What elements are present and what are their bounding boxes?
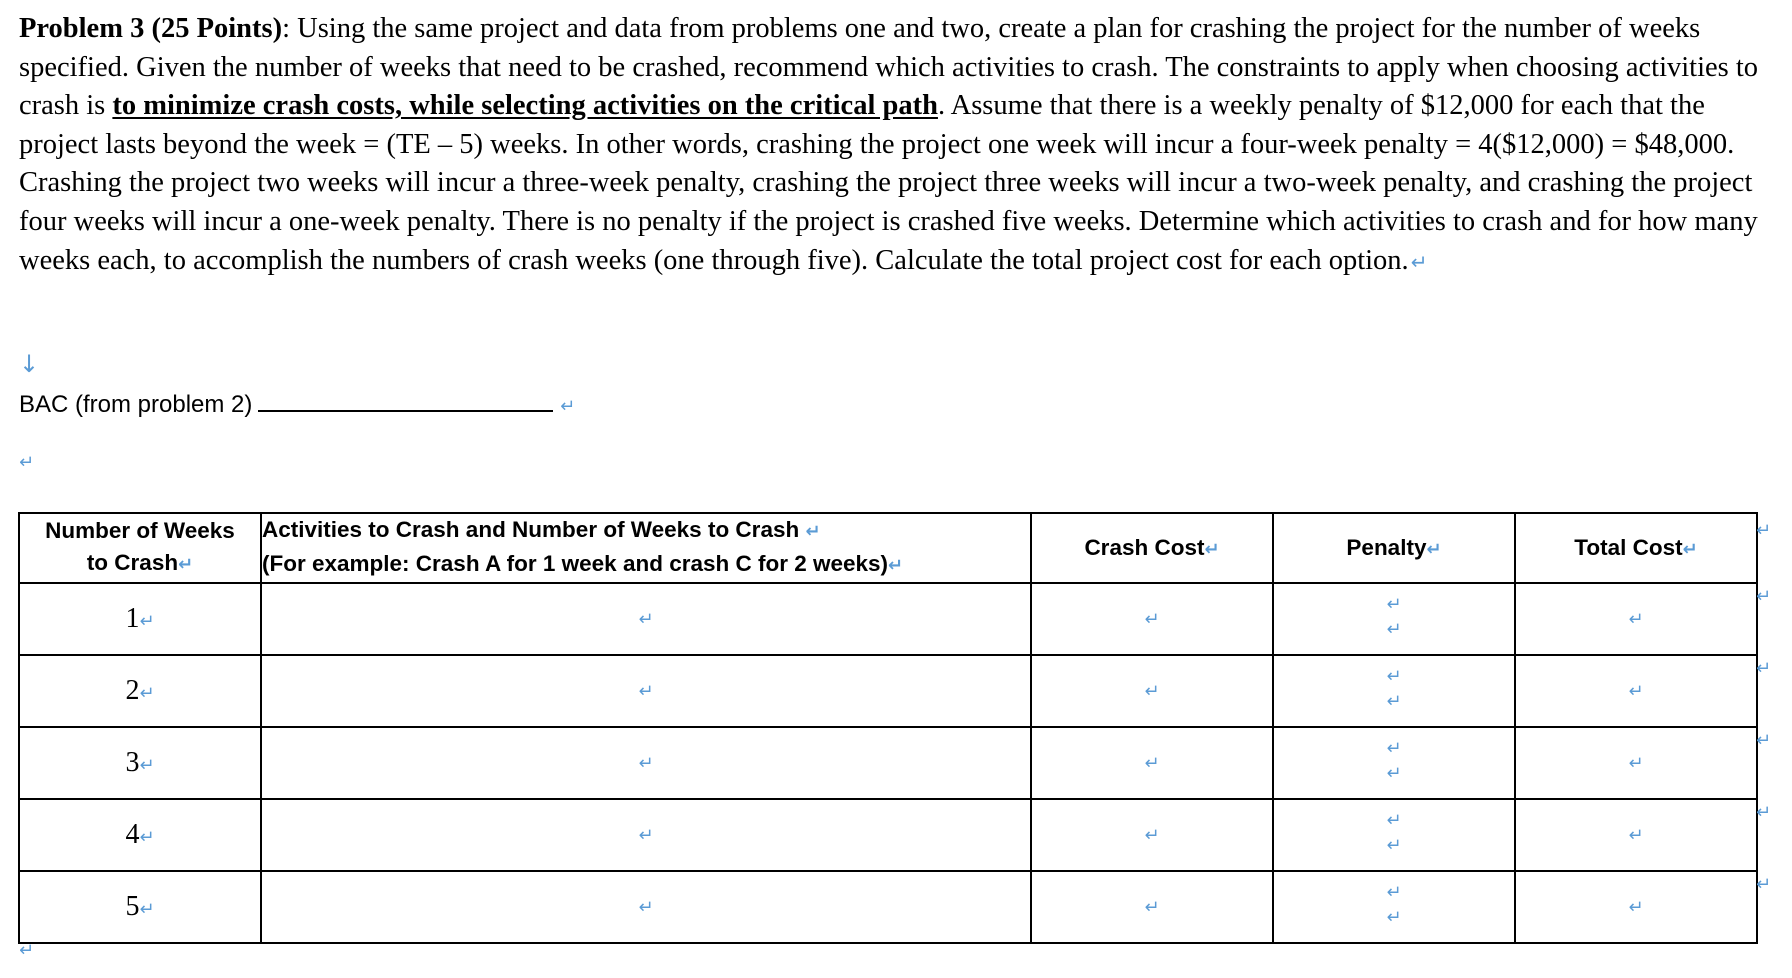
paragraph-mark-icon: ↵: [1386, 810, 1402, 831]
down-arrow-icon: ↓: [19, 350, 40, 378]
activities-cell[interactable]: [261, 799, 1031, 871]
header-weeks: [19, 513, 261, 583]
paragraph-mark-icon: ↵: [1628, 896, 1644, 918]
header-activities-line2: (For example: Crash A for 1 week and crash C for 2 weeks): [262, 551, 889, 576]
header-total-cost-label: Total Cost: [1574, 535, 1683, 560]
paragraph-mark-icon: ↵: [1386, 738, 1402, 759]
penalty-cell[interactable]: [1273, 727, 1515, 799]
paragraph-mark-icon: ↵: [1204, 539, 1220, 560]
crash-cost-cell[interactable]: [1031, 655, 1273, 727]
problem-text-b: . Assume that there is a weekly penalty of $12,000 for each that the project lasts beyond the week = (TE – 5) weeks. In other words, crashing the project one week will incur a four-week penalty = 4($12,000) = $48,000. Crashing the project two weeks will incur a three-week penalty, crashing the project three weeks will incur a two-week penalty, and crashing the project four weeks will incur a one-week penalty. There is no penalty if the project is crashed five weeks. Determine which activities to crash and for how many weeks each, to accomplish the numbers of crash weeks (one through five). Calculate the total project cost for each option.: [19, 90, 1758, 276]
paragraph-mark-icon: ↵: [805, 521, 821, 542]
activities-cell[interactable]: [261, 727, 1031, 799]
paragraph-mark-icon: ↵: [1756, 658, 1772, 679]
paragraph-mark-icon: ↵: [19, 940, 35, 961]
paragraph-mark-icon: ↵: [1144, 608, 1160, 630]
header-activities: [261, 513, 1031, 583]
activities-cell[interactable]: [261, 655, 1031, 727]
weeks-value: 5: [125, 891, 140, 922]
paragraph-mark-icon: ↵: [1386, 691, 1402, 712]
penalty-cell[interactable]: [1273, 583, 1515, 655]
activities-cell[interactable]: [261, 871, 1031, 943]
table-row: [19, 799, 1757, 871]
paragraph-mark-icon: ↵: [1628, 608, 1644, 630]
paragraph-mark-icon: ↵: [1756, 520, 1772, 541]
paragraph-mark-icon: ↵: [1386, 619, 1402, 640]
header-crash-cost-label: Crash Cost: [1084, 535, 1205, 560]
paragraph-mark-icon: ↵: [1426, 539, 1442, 560]
paragraph-mark-icon: ↵: [139, 827, 155, 848]
paragraph-mark-icon: ↵: [1144, 896, 1160, 918]
weeks-value: 2: [125, 675, 140, 706]
paragraph-mark-icon: ↵: [1410, 249, 1428, 274]
paragraph-mark-icon: ↵: [1144, 752, 1160, 774]
bac-label: BAC (from problem 2): [19, 391, 253, 418]
header-activities-line1: Activities to Crash and Number of Weeks to Crash: [262, 517, 800, 542]
paragraph-mark-icon: ↵: [139, 611, 155, 632]
penalty-cell[interactable]: [1273, 655, 1515, 727]
header-weeks-line2: to Crash: [86, 550, 179, 575]
table-row: [19, 583, 1757, 655]
paragraph-mark-icon: ↵: [1756, 802, 1772, 823]
paragraph-mark-icon: ↵: [1756, 586, 1772, 607]
paragraph-mark-icon: ↵: [1386, 835, 1402, 856]
header-crash-cost: [1031, 513, 1273, 583]
weeks-cell: [19, 727, 261, 799]
weeks-cell: [19, 799, 261, 871]
penalty-cell[interactable]: [1273, 871, 1515, 943]
weeks-value: 1: [125, 603, 140, 634]
table-row: [19, 655, 1757, 727]
penalty-cell[interactable]: [1273, 799, 1515, 871]
paragraph-mark-icon: ↵: [1628, 824, 1644, 846]
crash-cost-cell[interactable]: [1031, 799, 1273, 871]
paragraph-mark-icon: ↵: [1386, 666, 1402, 687]
paragraph-mark-icon: ↵: [1386, 594, 1402, 615]
bac-blank[interactable]: [258, 388, 553, 412]
paragraph-mark-icon: ↵: [1756, 874, 1772, 895]
weeks-value: 4: [125, 819, 140, 850]
paragraph-mark-icon: ↵: [1386, 907, 1402, 928]
crash-cost-cell[interactable]: [1031, 727, 1273, 799]
weeks-value: 3: [125, 747, 140, 778]
paragraph-mark-icon: ↵: [560, 396, 576, 417]
paragraph-mark-icon: ↵: [1628, 680, 1644, 702]
header-weeks-line1: Number of Weeks: [45, 518, 235, 543]
table-row: [19, 871, 1757, 943]
paragraph-mark-icon: ↵: [1386, 882, 1402, 903]
crash-cost-cell[interactable]: [1031, 871, 1273, 943]
paragraph-mark-icon: ↵: [139, 899, 155, 920]
paragraph-mark-icon: ↵: [638, 896, 654, 918]
header-penalty-label: Penalty: [1346, 535, 1427, 560]
table-row: [19, 727, 1757, 799]
paragraph-mark-icon: ↵: [1144, 680, 1160, 702]
header-total-cost: [1515, 513, 1757, 583]
crash-plan-table: [18, 512, 1758, 944]
paragraph-mark-icon: ↵: [139, 755, 155, 776]
paragraph-mark-icon: ↵: [1682, 539, 1698, 560]
paragraph-mark-icon: ↵: [178, 554, 194, 575]
paragraph-mark-icon: ↵: [888, 555, 904, 576]
crash-cost-cell[interactable]: [1031, 583, 1273, 655]
activities-cell[interactable]: [261, 583, 1031, 655]
paragraph-mark-icon: ↵: [1756, 730, 1772, 751]
weeks-cell: [19, 583, 261, 655]
problem-statement: [19, 10, 1781, 281]
paragraph-mark-icon: ↵: [638, 608, 654, 630]
paragraph-mark-icon: ↵: [638, 680, 654, 702]
bac-line: [19, 388, 575, 419]
total-cost-cell[interactable]: [1515, 799, 1757, 871]
problem-text-a: : Using the same project and data from problems one and two, create a plan for crashing the project for the number of weeks specified. Given the number of weeks that need to be crashed, recommend which activities to crash. The constraints to apply when choosing activities to crash is: [19, 13, 1759, 122]
paragraph-mark-icon: ↵: [638, 752, 654, 774]
table-header-row: [19, 513, 1757, 583]
total-cost-cell[interactable]: [1515, 727, 1757, 799]
problem-title: Problem 3 (25 Points): [19, 13, 283, 44]
weeks-cell: [19, 655, 261, 727]
total-cost-cell[interactable]: [1515, 655, 1757, 727]
paragraph-mark-icon: ↵: [1144, 824, 1160, 846]
total-cost-cell[interactable]: [1515, 583, 1757, 655]
paragraph-mark-icon: ↵: [638, 824, 654, 846]
paragraph-mark-icon: ↵: [1628, 752, 1644, 774]
paragraph-mark-icon: ↵: [139, 683, 155, 704]
problem-constraint-underlined: to minimize crash costs, while selecting activities on the critical path: [112, 90, 938, 122]
paragraph-mark-icon: ↵: [1386, 763, 1402, 784]
paragraph-mark-icon: ↵: [19, 452, 35, 473]
total-cost-cell[interactable]: [1515, 871, 1757, 943]
weeks-cell: [19, 871, 261, 943]
header-penalty: [1273, 513, 1515, 583]
